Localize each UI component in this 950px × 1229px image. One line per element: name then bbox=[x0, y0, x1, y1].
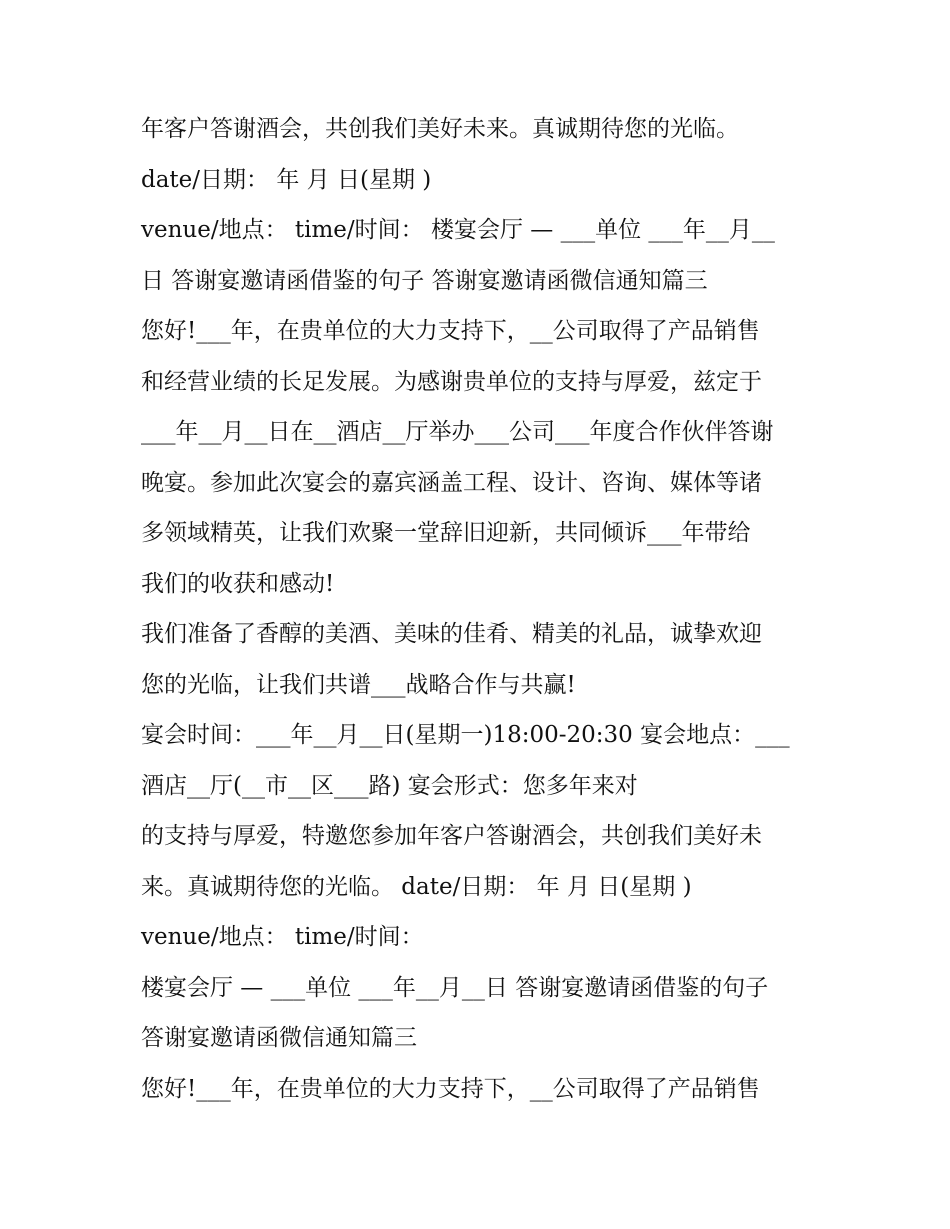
text-line: 和经营业绩的长足发展。为感谢贵单位的支持与厚爱，兹定于 bbox=[141, 368, 762, 395]
text-line: 宴会时间：___年__月__日(星期一)18:00-20:30 宴会地点：___ bbox=[141, 722, 790, 748]
text-line: 多领域精英，让我们欢聚一堂辞旧迎新，共同倾诉___年带给 bbox=[141, 520, 751, 546]
text-line: 晚宴。参加此次宴会的嘉宾涵盖工程、设计、咨询、媒体等诸 bbox=[141, 469, 762, 496]
text-line: 来。真诚期待您的光临。 date/日期： 年 月 日(星期 ) bbox=[141, 873, 692, 900]
text-line: 我们的收获和感动! bbox=[141, 570, 335, 597]
text-line: 我们准备了香醇的美酒、美味的佳肴、精美的礼品，诚挚欢迎 bbox=[141, 621, 762, 647]
text-line: 您好!___年，在贵单位的大力支持下，__公司取得了产品销售 bbox=[141, 1075, 760, 1102]
text-line: 您好!___年，在贵单位的大力支持下，__公司取得了产品销售 bbox=[141, 318, 760, 344]
text-line: date/日期： 年 月 日(星期 ) bbox=[141, 166, 432, 193]
text-line: 日 答谢宴邀请函借鉴的句子 答谢宴邀请函微信通知篇三 bbox=[141, 267, 708, 294]
text-line: venue/地点： time/时间： bbox=[141, 924, 424, 950]
text-line: 楼宴会厅 — ___单位 ___年__月__日 答谢宴邀请函借鉴的句子 bbox=[141, 974, 769, 1001]
document-body bbox=[141, 104, 841, 1114]
text-line: 答谢宴邀请函微信通知篇三 bbox=[141, 1025, 417, 1051]
text-line: 酒店__厅(__市__区___路) 宴会形式：您多年来对 bbox=[141, 772, 638, 799]
text-line: 年客户答谢酒会，共创我们美好未来。真诚期待您的光临。 bbox=[141, 116, 739, 142]
text-line: ___年__月__日在__酒店__厅举办___公司___年度合作伙伴答谢 bbox=[141, 419, 774, 445]
text-line: venue/地点： time/时间： 楼宴会厅 — ___单位 ___年__月__ bbox=[141, 217, 775, 243]
text-line: 的支持与厚爱，特邀您参加年客户答谢酒会，共创我们美好未 bbox=[141, 823, 762, 849]
text-line: 您的光临，让我们共谱___战略合作与共赢! bbox=[141, 671, 576, 698]
